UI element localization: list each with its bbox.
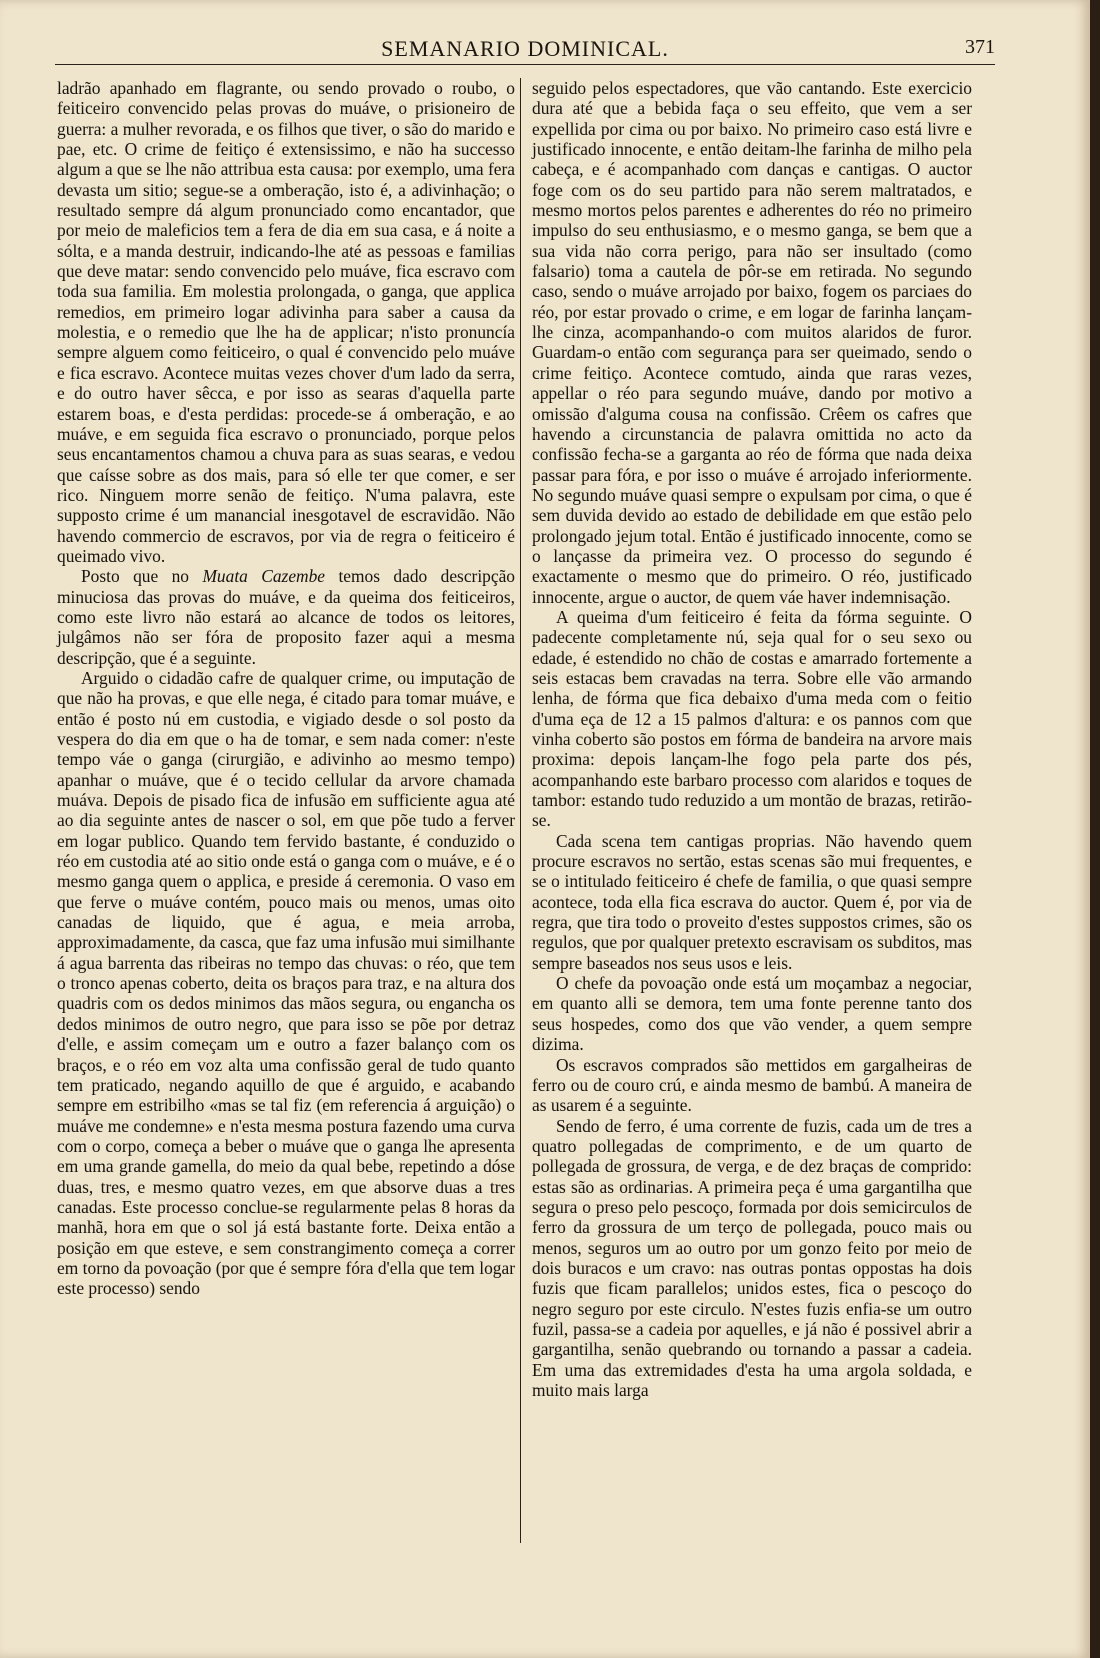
page-number: 371 <box>965 36 995 58</box>
column-divider <box>520 78 521 1543</box>
text-run: Posto que no <box>81 566 203 587</box>
paragraph: Sendo de ferro, é uma corrente de fuzis, cada um de tres a quatro pollegadas de comprimento, e de um quarto de pollegada de grossura, de verga, e de dez braças de comprido: estas são as ordinarias. A primeira peça é uma gargantilha que segura o preso pelo pescoço, formada por dois semicirculos de ferro da grossura de um terço de pollegada, pouco mais ou menos, seguros um ao outro por um gonzo feito por meio de dois buracos e um cravo: nas outras pontas oppostas ha dois fuzis que ficam parallelos; unidos estes, fica o pescoço do negro seguro por este circulo. N'estes fuzis enfia-se um outro fuzil, passa-se a cadeia por aquelles, e já não é possivel abrir a gargantilha, senão quebrando ou tornando a passar a cadeia. Em uma das extremidades d'esta ha uma argola soldada, e muito mais larga <box>532 1115 972 1400</box>
paragraph: Cada scena tem cantigas proprias. Não havendo quem procure escravos no sertão, estas scenas são mui frequentes, e se o intitulado feiticeiro é chefe de familia, o que quasi sempre acontece, toda ella fica escrava do auctor. Quem é, por via de regra, que tira todo o proveito d'estes suppostos crimes, são os regulos, que por qualquer pretexto escravisam os subditos, mas sempre baseados nos seus usos e leis. <box>532 830 972 973</box>
paragraph: A queima d'um feiticeiro é feita da fórma seguinte. O padecente completamente nú, seja qual for o seu sexo ou edade, é estendido no chão de costas e amarrado fortemente a seis estacas bem cravadas na terra. Sobre elle vão armando lenha, de fórma que fica debaixo d'uma meda com o feitio d'uma eça de 12 a 15 palmos d'altura: e os pannos com que vinha coberto são postos em fórma de bandeira na arvore mais proxima: depois lançam-lhe fogo pela parte dos pés, acompanhando este barbaro processo com alaridos e toques de tambor: estando tudo reduzido a um montão de brazas, retirão-se. <box>532 606 972 831</box>
paragraph: ladrão apanhado em flagrante, ou sendo provado o roubo, o feiticeiro convencido pelas provas do muáve, o prisioneiro de guerra: a mulher revorada, e os filhos que tiver, o são do marido e pae, etc. O crime de feitiço é extensissimo, e não ha successo algum a que se lhe não attribua esta causa: por exemplo, uma fera devasta um sitio; segue-se a omberação, isto é, a adivinhação; o resultado sempre dá algum pronunciado como encantador, que por meio de maleficios tem a fera de dia em sua casa, e á noite a sólta, e a manda destruir, indicando-lhe até as pessoas e familias que deve matar: sendo convencido pelo muáve, fica escravo com toda sua familia. Em molestia prolongada, o ganga, que applica remedios, em primeiro logar adivinha para saber a causa da molestia, e o remedio que lhe ha de applicar; n'isto pronuncía sempre alguem como feiticeiro, o qual é convencido pelo muáve e fica escravo. Acontece muitas vezes chover d'um lado da serra, e do outro haver sêcca, e por isso as searas d'aquella parte estarem boas, e d'esta perdidas: procede-se á omberação, e ao muáve, e em seguida fica escravo o pronunciado, porque pelos seus encantamentos chamou a chuva para as suas searas, e vedou que caísse sobre as dos mais, para só elle ter que comer, e ser rico. Ninguem morre senão de feitiço. N'uma palavra, este supposto crime é um manancial inesgotavel de escravidão. Não havendo commercio de escravos, por via de regra o feiticeiro é queimado vivo. <box>57 78 515 566</box>
right-column <box>532 78 972 1400</box>
paragraph: Arguido o cidadão cafre de qualquer crime, ou imputação de que não ha provas, e que elle nega, é citado para tomar muáve, e então é posto nú em custodia, e vigiado desde o sol posto da vespera do dia em que o ha de tomar, e sem nada comer: n'este tempo váe o ganga (cirurgião, e adivinho ao mesmo tempo) apanhar o muáve, que é o tecido cellular da arvore chamada muáva. Depois de pisado fica de infusão em sufficiente agua até ao dia seguinte antes de nascer o sol, em que põe tudo a ferver em logar publico. Quando tem fervido bastante, é conduzido o réo em custodia até ao sitio onde está o ganga com o muáve, e é o mesmo ganga quem o applica, e preside á ceremonia. O vaso em que ferve o muáve contém, pouco mais ou menos, umas oito canadas de liquido, que é agua, e meia arroba, approximadamente, da casca, que faz uma infusão mui similhante á agua barrenta das ribeiras no tempo das chuvas: o réo, que tem o tronco apenas coberto, deita os braços para traz, e na altura dos quadris com os dedos minimos das mãos segura, ou engancha os dedos minimos de outro negro, que para isso se põe por detraz d'elle, e assim começam um e outro a fazer balanço com os braços, e o réo em voz alta uma confissão geral de tudo quanto tem praticado, negando aquillo de que é arguido, e acabando sempre em estribilho «mas se tal fiz (em referencia á arguição) o muáve me condemne» e n'esta mesma postura fazendo uma curva com o corpo, começa a beber o muáve que o ganga lhe apresenta em uma grande gamella, do meio da qual bebe, repetindo a dóse duas, tres, e mesmo quatro vezes, em que absorve duas a tres canadas. Este processo conclue-se regularmente pelas 8 horas da manhã, hora em que o sol já está bastante forte. Deixa então a posição em que esteve, e sem constrangimento começa a correr em torno da povoação (por que é sempre fóra d'ella que tem logar este processo) sendo <box>57 667 515 1299</box>
book-title-italic: Muata Cazembe <box>202 566 326 587</box>
left-column <box>57 78 515 1299</box>
paragraph: seguido pelos espectadores, que vão cantando. Este exercicio dura até que a bebida faça o seu effeito, que vem a ser expellida por cima ou por baixo. No primeiro caso está livre e justificado innocente, e então deitam-lhe farinha de milho pela cabeça, e é acompanhado com danças e cantigas. O auctor foge com os do seu partido para não serem maltratados, e mesmo mortos pelos parentes e adherentes do réo no primeiro impulso do seu enthusiasmo, e o mesmo ganga, se bem que a sua vida não corra perigo, para não ser insultado (como falsario) toma a cautela de pôr-se em retirada. No segundo caso, sendo o muáve arrojado por baixo, fogem os parciaes do réo, por estar provado o crime, e em logar de farinha lançam-lhe cinza, acompanhando-o com muitos alaridos de furor. Guardam-o então com segurança para ser queimado, sendo o crime feitiço. Acontece comtudo, ainda que raras vezes, appellar o réo para segundo muáve, dando por motivo a omissão d'alguma cousa na confissão. Crêem os cafres que havendo a circunstancia de palavra omittida no acto da confissão fecha-se a garganta ao réo de fórma que nada deixa passar para fóra, e por isso o muáve é arrojado inferiormente. No segundo muáve quasi sempre o expulsam por cima, o que é sem duvida devido ao estado de debilidade em que estão pelo prolongado jejum total. Então é justificado innocente, como se o lançasse da primeira vez. O processo do segundo é exactamente o mesmo que do primeiro. O réo, justificado innocente, argue o auctor, de quem váe haver indemnisação. <box>532 78 972 607</box>
running-title: SEMANARIO DOMINICAL. <box>381 36 669 61</box>
page-header <box>55 34 995 65</box>
text-run: temos dado descripção minuciosa das provas do muáve, e da queima dos feiticeiros, como este livro não estará ao alcance de todos os leitores, julgâmos não ser fóra de proposito fazer aqui a mesma descripção, que é a seguinte. <box>57 566 515 668</box>
paragraph: Os escravos comprados são mettidos em gargalheiras de ferro ou de couro crú, e ainda mesmo de bambú. A maneira de as usarem é a seguinte. <box>532 1054 972 1116</box>
paragraph <box>57 566 515 668</box>
paragraph: O chefe da povoação onde está um moçambaz a negociar, em quanto alli se demora, tem uma fonte perenne tanto dos seus hospedes, como dos que vão vender, a quem sempre dizima. <box>532 973 972 1055</box>
